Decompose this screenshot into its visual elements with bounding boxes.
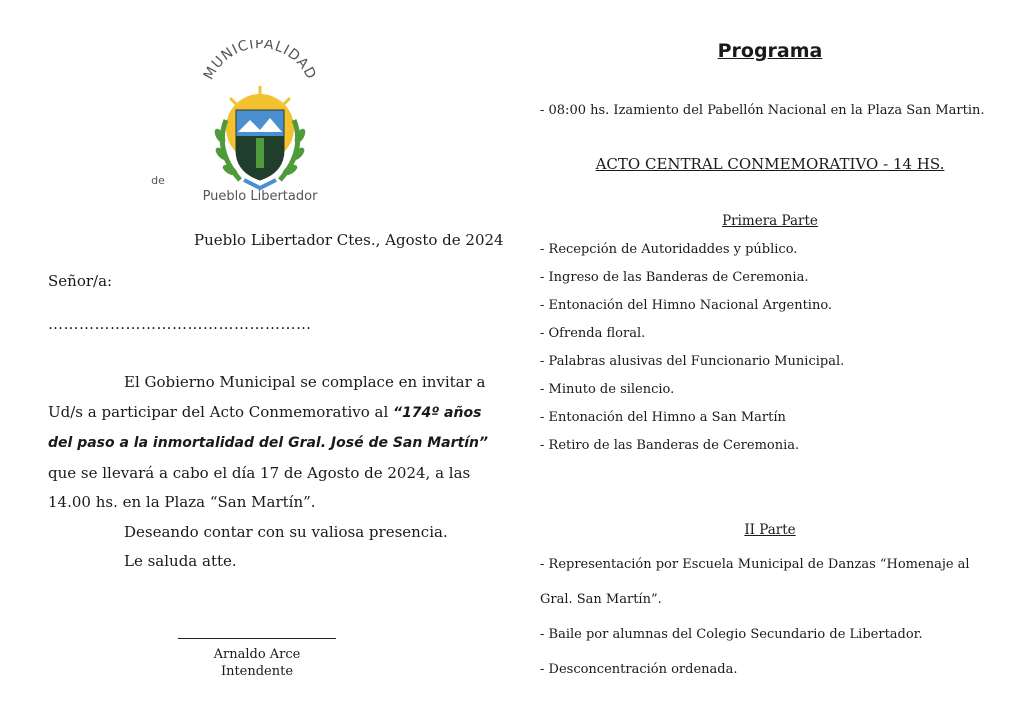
part1-item: - Entonación del Himno a San Martín <box>540 410 786 425</box>
opening-item: - 08:00 hs. Izamiento del Pabellón Nacional en la Plaza San Martin. <box>540 103 985 118</box>
invitation-paragraph <box>48 368 488 518</box>
part1-title: Primera Parte <box>722 213 818 229</box>
part2-item: - Desconcentración ordenada. <box>540 662 738 677</box>
part1-item: - Entonación del Himno Nacional Argentino. <box>540 298 833 313</box>
signer-name: Arnaldo Arce <box>213 647 301 662</box>
logo-de-text: de <box>151 174 165 187</box>
part2-item: - Representación por Escuela Municipal de Danzas “Homenaje al <box>540 557 970 572</box>
closing-regards: Le saluda atte. <box>124 552 237 570</box>
central-act-title: ACTO CENTRAL CONMEMORATIVO - 14 HS. <box>595 155 945 173</box>
program-title: Programa <box>717 40 823 62</box>
part1-item: - Minuto de silencio. <box>540 382 675 397</box>
invitation-text-2: que se llevará a cabo el día 17 de Agosto de 2024, a las 14.00 hs. en la Plaza “San Martín”. <box>48 463 471 511</box>
part2-item: Gral. San Martín”. <box>540 592 662 607</box>
signature-line <box>178 638 336 639</box>
svg-text:MUNICIPALIDAD <box>201 40 319 83</box>
invitation-text-1: El Gobierno Municipal se complace en invitar a Ud/s a participar del Acto Conmemorativo al <box>48 373 486 421</box>
part2-item: - Baile por alumnas del Colegio Secundario de Libertador. <box>540 627 923 642</box>
coat-of-arms-icon <box>200 40 320 190</box>
event-title: “174º años del paso a la inmortalidad del Gral. José de San Martín” <box>48 404 488 451</box>
closing-wish: Deseando contar con su valiosa presencia. <box>124 522 448 541</box>
logo-arc-text: MUNICIPALIDAD <box>200 40 320 83</box>
part1-item: - Recepción de Autoridaddes y público. <box>540 242 798 257</box>
letter-date: Pueblo Libertador Ctes., Agosto de 2024 <box>194 231 504 249</box>
logo-town-name: Pueblo Libertador <box>202 189 318 204</box>
part1-item: - Ofrenda floral. <box>540 326 646 341</box>
part1-item: - Palabras alusivas del Funcionario Municipal. <box>540 354 845 369</box>
signer-title: Intendente <box>220 664 294 679</box>
recipient-blank: …………………………………………… <box>48 315 312 333</box>
salutation: Señor/a: <box>48 272 113 290</box>
part2-title: II Parte <box>744 522 796 538</box>
part1-item: - Ingreso de las Banderas de Ceremonia. <box>540 270 809 285</box>
part1-item: - Retiro de las Banderas de Ceremonia. <box>540 438 800 453</box>
letter-body <box>48 368 488 577</box>
